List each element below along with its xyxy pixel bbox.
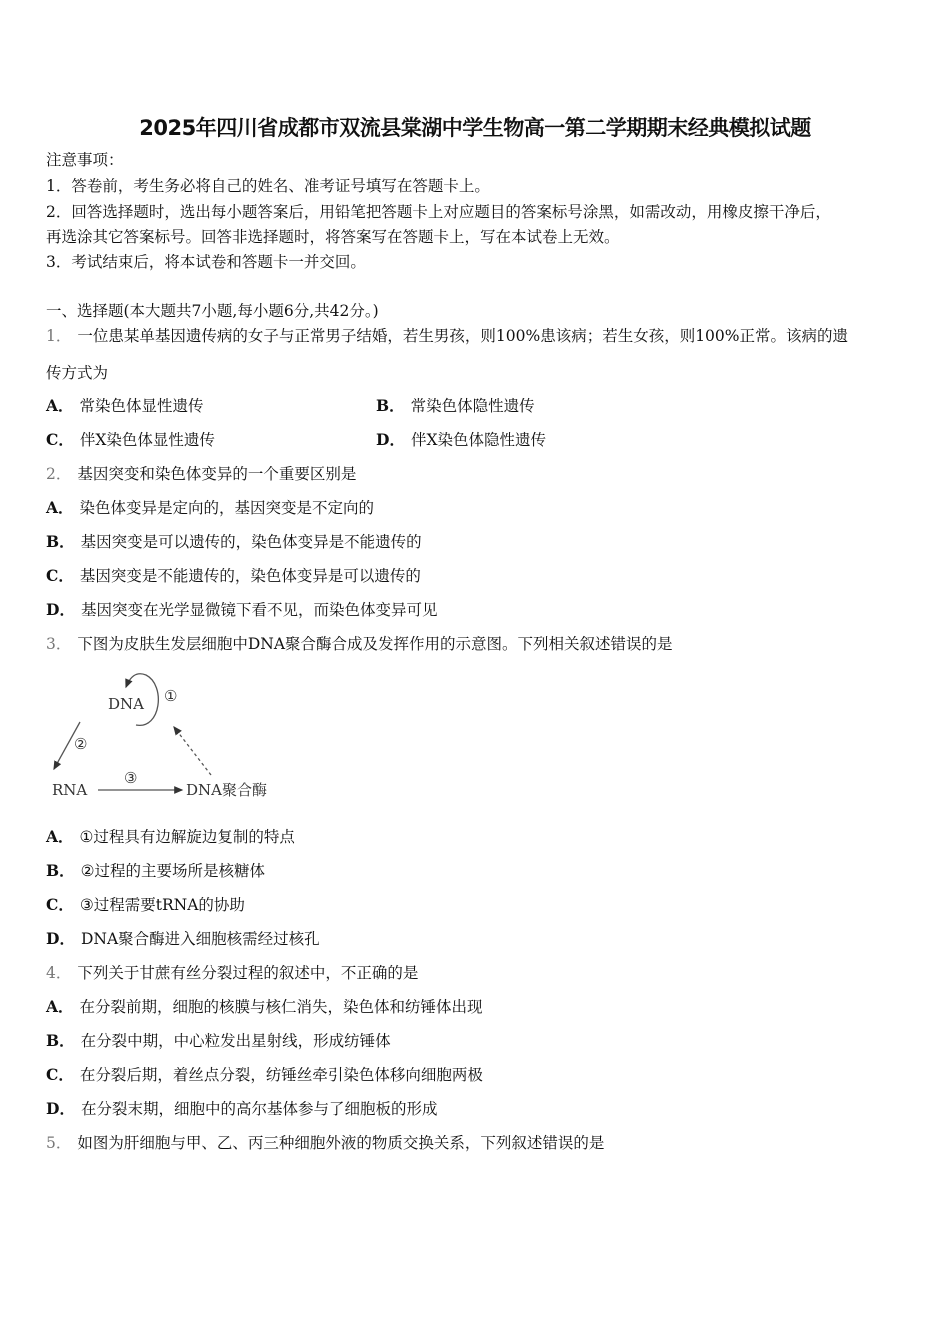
option-text: ①过程具有边解旋边复制的特点 [79,828,295,846]
option-b [46,861,265,881]
option-d [46,1099,437,1119]
option-letter: A． [46,396,74,415]
question-text: 下图为皮肤生发层细胞中DNA聚合酶合成及发挥作用的示意图。下列相关叙述错误的是 [77,635,673,653]
option-text: 常染色体隐性遗传 [410,397,535,415]
dna-polymerase-diagram [46,665,282,805]
question-number: 2． [46,465,72,483]
option-text: DNA聚合酶进入细胞核需经过核孔 [80,930,320,948]
option-text: 在分裂后期，着丝点分裂，纺锤丝牵引染色体移向细胞两极 [79,1066,483,1084]
option-c [46,566,421,586]
option-letter: D． [46,600,75,619]
option-letter: B． [46,861,75,880]
question-text: 基因突变和染色体变异的一个重要区别是 [77,465,357,483]
option-text: 常染色体显性遗传 [79,397,204,415]
question-number: 3． [46,635,72,653]
option-a [46,396,204,416]
option-text: ③过程需要tRNA的协助 [79,896,245,914]
question-number: 4． [46,964,72,982]
enzyme-label: DNA聚合酶 [186,781,267,799]
question-text: 下列关于甘蔗有丝分裂过程的叙述中，不正确的是 [77,964,419,982]
option-c [46,1065,483,1085]
option-text: 基因突变是可以遗传的，染色体变异是不能遗传的 [80,533,422,551]
option-b [46,1031,391,1051]
note-item: 再选涂其它答案标号。回答非选择题时，将答案写在答题卡上，写在本试卷上无效。 [46,228,620,246]
option-text: 在分裂前期，细胞的核膜与核仁消失，染色体和纺锤体出现 [79,998,483,1016]
note-item: 1．答卷前，考生务必将自己的姓名、准考证号填写在答题卡上。 [46,177,490,195]
option-letter: D． [46,1099,75,1118]
step-2-label: ② [74,735,88,753]
option-letter: C． [46,566,74,585]
option-letter: A． [46,498,74,517]
question-number: 1． [46,327,72,345]
option-text: 基因突变是不能遗传的，染色体变异是可以遗传的 [79,567,421,585]
option-c [46,895,245,915]
option-letter: A． [46,997,74,1016]
option-text: 伴X染色体显性遗传 [79,431,215,449]
option-a [46,498,374,518]
option-text: 基因突变在光学显微镜下看不见，而染色体变异可见 [80,601,438,619]
option-letter: C． [46,430,74,449]
notes-heading: 注意事项： [46,151,124,169]
option-d [46,929,320,949]
option-text: 伴X染色体隐性遗传 [410,431,546,449]
note-item: 2．回答选择题时，选出每小题答案后，用铅笔把答题卡上对应题目的答案标号涂黑，如需改动，用橡皮擦干净后， [46,203,831,221]
question-4 [46,963,418,983]
option-letter: C． [46,895,74,914]
option-letter: A． [46,827,74,846]
section-heading: 一、选择题(本大题共7小题,每小题6分,共42分。) [46,302,379,320]
option-d [376,430,546,450]
option-b [46,532,422,552]
question-1 [46,326,848,346]
option-a [46,827,295,847]
rna-label: RNA [52,781,88,799]
question-text-cont: 传方式为 [46,364,109,382]
question-text: 如图为肝细胞与甲、乙、丙三种细胞外液的物质交换关系，下列叙述错误的是 [77,1134,605,1152]
option-text: 染色体变异是定向的，基因突变是不定向的 [79,499,375,517]
option-letter: D． [376,430,405,449]
option-letter: B． [376,396,405,415]
page-title: 2025年四川省成都市双流县棠湖中学生物高一第二学期期末经典模拟试题 [139,116,811,140]
question-2 [46,464,356,484]
option-c [46,430,215,450]
option-d [46,600,437,620]
question-number: 5． [46,1134,72,1152]
option-letter: B． [46,532,75,551]
dna-label: DNA [108,695,144,713]
question-3 [46,634,673,654]
option-text: 在分裂中期，中心粒发出星射线，形成纺锤体 [80,1032,391,1050]
step-1-label: ① [164,687,178,705]
option-b [376,396,535,416]
option-text: 在分裂末期，细胞中的高尔基体参与了细胞板的形成 [80,1100,438,1118]
option-letter: B． [46,1031,75,1050]
option-text: ②过程的主要场所是核糖体 [80,862,266,880]
step-3-label: ③ [124,769,138,787]
option-a [46,997,483,1017]
option-letter: D． [46,929,75,948]
note-item: 3．考试结束后，将本试卷和答题卡一并交回。 [46,253,366,271]
dashed-arrow [174,727,211,775]
option-letter: C． [46,1065,74,1084]
question-5 [46,1133,604,1153]
question-text: 一位患某单基因遗传病的女子与正常男子结婚，若生男孩，则100%患该病；若生女孩，则100%正常。该病的遗 [77,327,849,345]
